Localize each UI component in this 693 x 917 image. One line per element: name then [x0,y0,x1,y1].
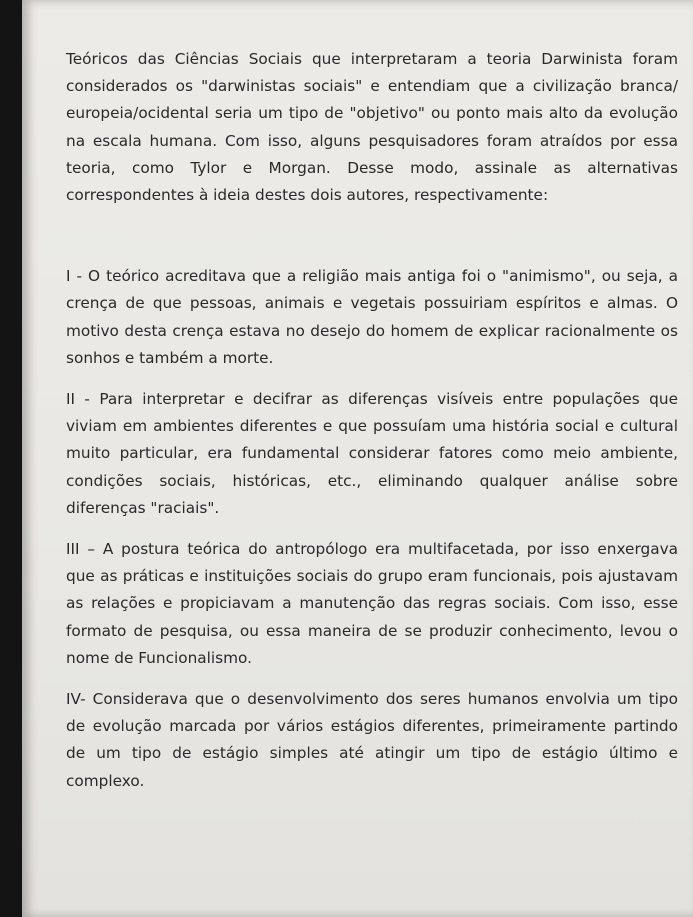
statement-ii: II - Para interpretar e decifrar as diferenças visíveis entre populações que viviam em ambientes diferentes e que possuíam uma história social e cultural muito particular, era fundamental considerar fatores como meio ambiente, condições sociais, históricas, etc., eliminando qualquer análise sobre diferenças "raciais". [66,390,678,517]
statement-i: I - O teórico acreditava que a religião mais antiga foi o "animismo", ou seja, a crença de que pessoas, animais e vegetais possuiriam espíritos e almas. O motivo desta crença estava no desejo do homem de explicar racionalmente os sonhos e também a morte. [66,267,678,367]
document-page [22,0,693,917]
question-text-block [66,46,678,809]
statement-iii: III – A postura teórica do antropólogo era multifacetada, por isso enxergava que as práticas e instituições sociais do grupo eram funcionais, pois ajustavam as relações e propiciavam a manutenção das regras sociais. Com isso, esse formato de pesquisa, ou essa maneira de se produzir conhecimento, levou o nome de Funcionalismo. [66,540,678,667]
statement-iv: IV- Considerava que o desenvolvimento dos seres humanos envolvia um tipo de evolução marcada por vários estágios diferentes, primeiramente partindo de um tipo de estágio simples até atingir um tipo de estágio último e complexo. [66,690,678,790]
question-intro: Teóricos das Ciências Sociais que interpretaram a teoria Darwinista foram considerados os "darwinistas sociais" e entendiam que a civilização branca/ europeia/ocidental seria um tipo de "objetivo" ou ponto mais alto da evolução na escala humana. Com isso, alguns pesquisadores foram atraídos por essa teoria, como Tylor e Morgan. Desse modo, assinale as alternativas correspondentes à ideia destes dois autores, respectivamente: [66,50,678,205]
